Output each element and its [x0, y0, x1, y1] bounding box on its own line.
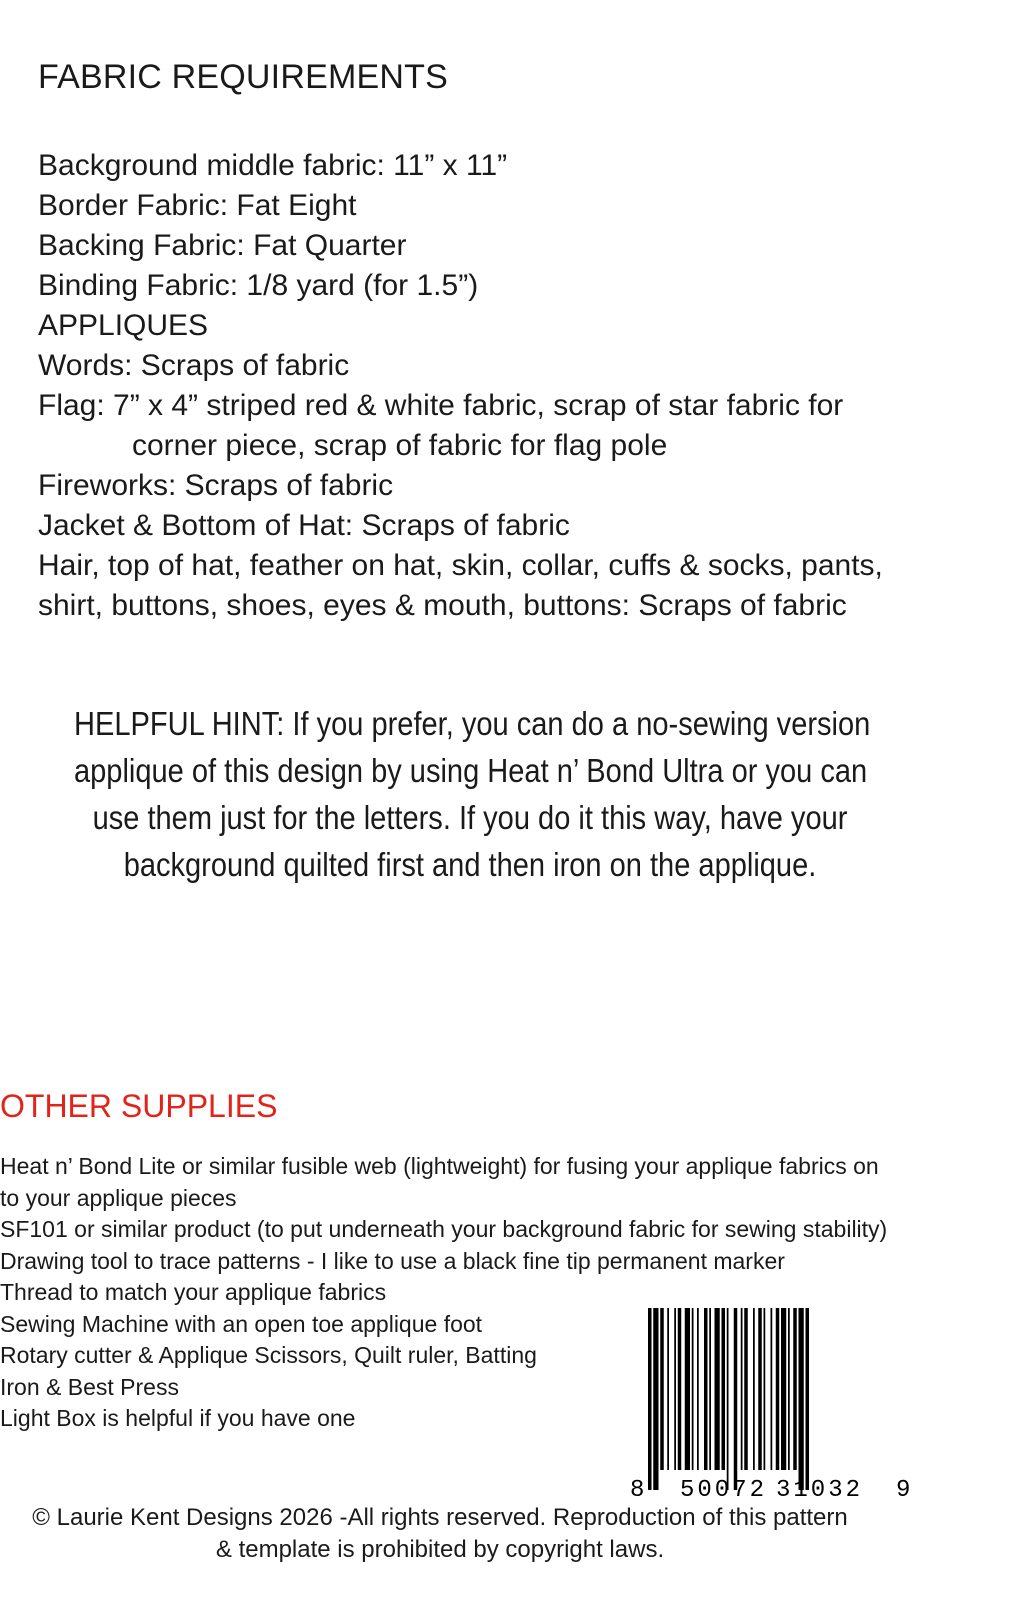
barcode-bar [704, 1308, 708, 1470]
fabric-item-continuation: shirt, buttons, shoes, eyes & mouth, buttons: Scraps of fabric [38, 589, 847, 622]
barcode-bar [660, 1308, 664, 1470]
helpful-hint [74, 700, 871, 888]
helpful-hint-line: HELPFUL HINT: If you prefer, you can do a no-sewing version [74, 705, 871, 742]
barcode [630, 1308, 915, 1508]
barcode-bar [753, 1308, 755, 1470]
supply-item-continuation: to your applique pieces [0, 1184, 237, 1211]
barcode-bar [799, 1308, 804, 1490]
barcode-bar [744, 1308, 748, 1470]
copyright-line: © Laurie Kent Designs 2026 -All rights reserved. Reproduction of this pattern [32, 1504, 848, 1531]
barcode-digit-last: 9 [896, 1477, 911, 1504]
barcode-bar [674, 1308, 676, 1470]
barcode-bar [788, 1308, 790, 1470]
fabric-item: Binding Fabric: 1/8 yard (for 1.5”) [38, 269, 479, 302]
barcode-bar [678, 1308, 682, 1470]
barcode-bar [734, 1308, 738, 1490]
barcode-bars [648, 1308, 809, 1490]
fabric-item-continuation: corner piece, scrap of fabric for flag pole [132, 429, 668, 462]
other-supplies-heading: OTHER SUPPLIES [0, 1088, 278, 1124]
barcode-bar [697, 1308, 699, 1470]
barcode-bar [758, 1308, 762, 1470]
fabric-item: Words: Scraps of fabric [38, 349, 350, 382]
copyright-notice [0, 1502, 880, 1566]
barcode-digits-left: 50072 [680, 1477, 768, 1504]
fabric-requirements-heading: FABRIC REQUIREMENTS [38, 58, 448, 96]
barcode-bar [653, 1308, 658, 1490]
barcode-bar [781, 1308, 786, 1470]
barcode-bar [685, 1308, 690, 1470]
barcode-bar [667, 1308, 669, 1470]
supply-item: Iron & Best Press [0, 1373, 179, 1400]
fabric-item: Border Fabric: Fat Eight [38, 189, 357, 222]
barcode-bar [764, 1308, 766, 1470]
barcode-bar [741, 1308, 743, 1470]
supply-item: Light Box is helpful if you have one [0, 1405, 356, 1431]
supply-item: Rotary cutter & Applique Scissors, Quilt ruler, Batting [0, 1342, 537, 1368]
copyright-line: & template is prohibited by copyright laws. [215, 1536, 665, 1563]
fabric-item: Hair, top of hat, feather on hat, skin, collar, cuffs & socks, pants, [38, 549, 883, 582]
helpful-hint-line: applique of this design by using Heat n’ Bond Ultra or you can [74, 752, 868, 789]
barcode-bar [806, 1308, 810, 1490]
barcode-bar [776, 1308, 780, 1470]
barcode-bar [793, 1308, 797, 1470]
helpful-hint-line: use them just for the letters. If you do it this way, have your [92, 799, 848, 836]
supply-item: Sewing Machine with an open toe applique foot [0, 1310, 483, 1337]
fabric-item: Backing Fabric: Fat Quarter [38, 229, 407, 262]
barcode-digit-first: 8 [630, 1477, 645, 1504]
barcode-bar [648, 1308, 652, 1490]
barcode-bar [709, 1308, 711, 1470]
barcode-digits-right: 31032 [776, 1477, 864, 1504]
fabric-item: Fireworks: Scraps of fabric [38, 469, 394, 502]
barcode-bar [692, 1308, 694, 1470]
barcode-bar [715, 1308, 720, 1470]
supply-item: SF101 or similar product (to put underneath your background fabric for sewing stability) [0, 1216, 888, 1242]
barcode-bar [727, 1308, 729, 1490]
appliques-subheading: APPLIQUES [38, 309, 209, 342]
barcode-bar [722, 1308, 726, 1470]
supply-item: Thread to match your applique fabrics [0, 1279, 387, 1305]
helpful-hint-line: background quilted first and then iron on the applique. [123, 846, 817, 883]
fabric-item: Background middle fabric: 11” x 11” [38, 149, 508, 182]
fabric-item: Jacket & Bottom of Hat: Scraps of fabric [38, 509, 570, 542]
fabric-requirements-list [38, 146, 883, 626]
supply-item: Heat n’ Bond Lite or similar fusible web (lightweight) for fusing your applique fabrics on [0, 1153, 879, 1179]
supply-item: Drawing tool to trace patterns - I like to use a black fine tip permanent marker [0, 1247, 785, 1274]
barcode-bar [771, 1308, 773, 1470]
fabric-item: Flag: 7” x 4” striped red & white fabric, scrap of star fabric for [38, 389, 844, 422]
